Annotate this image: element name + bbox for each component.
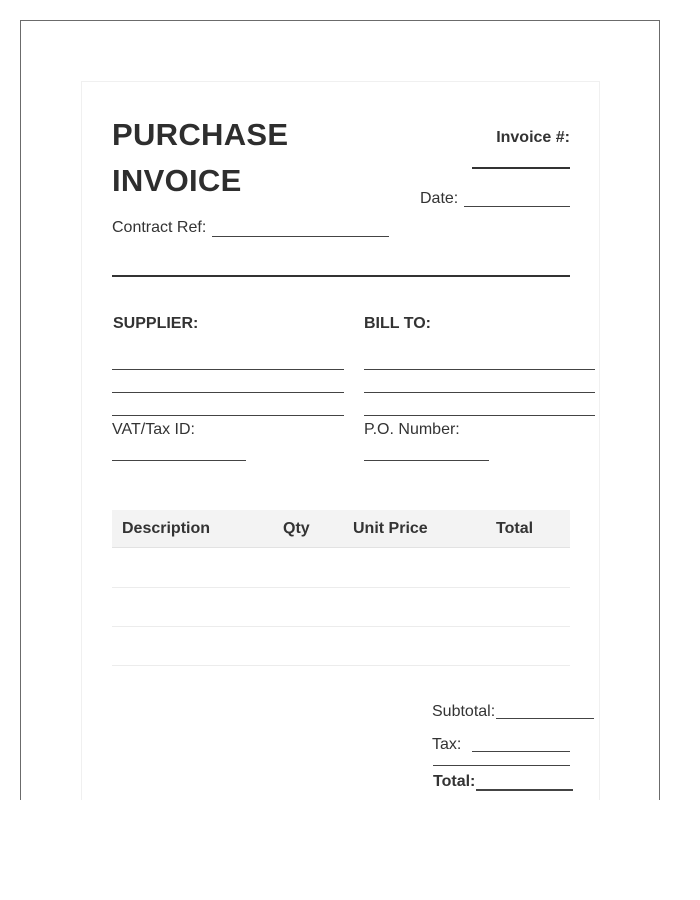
vat-tax-id-field[interactable] [112,460,246,461]
date-label: Date: [420,190,459,207]
table-row[interactable] [112,626,570,627]
column-header-qty: Qty [283,520,310,537]
table-row[interactable] [112,665,570,666]
column-header-total: Total [496,520,534,537]
supplier-address-line-1[interactable] [112,369,344,370]
title-line-2: INVOICE [112,163,242,198]
bill-to-address-line-2[interactable] [364,392,595,393]
items-table-header [112,510,570,548]
column-header-unit-price: Unit Price [353,520,428,537]
supplier-address-line-2[interactable] [112,392,344,393]
vat-tax-id-label: VAT/Tax ID: [112,421,195,438]
invoice-number-label: Invoice #: [496,129,570,146]
bill-to-address-line-3[interactable] [364,415,595,416]
column-header-description: Description [122,520,211,537]
date-field[interactable] [464,206,570,207]
po-number-field[interactable] [364,460,489,461]
header-divider [112,275,570,277]
po-number-label: P.O. Number: [364,421,460,438]
bill-to-heading: BILL TO: [364,315,431,332]
summary-divider [433,765,570,766]
total-label: Total: [433,773,476,790]
supplier-address-line-3[interactable] [112,415,344,416]
contract-ref-label: Contract Ref: [112,219,207,236]
subtotal-field[interactable] [496,718,594,719]
invoice-title [112,112,288,204]
contract-ref-field[interactable] [212,236,389,237]
table-row[interactable] [112,587,570,588]
tax-field[interactable] [472,751,570,752]
subtotal-label: Subtotal: [432,703,496,720]
bill-to-address-line-1[interactable] [364,369,595,370]
title-line-1: PURCHASE [112,117,289,152]
tax-label: Tax: [432,736,462,753]
total-field[interactable] [476,789,573,791]
invoice-number-field[interactable] [472,167,570,169]
supplier-heading: SUPPLIER: [113,315,199,332]
